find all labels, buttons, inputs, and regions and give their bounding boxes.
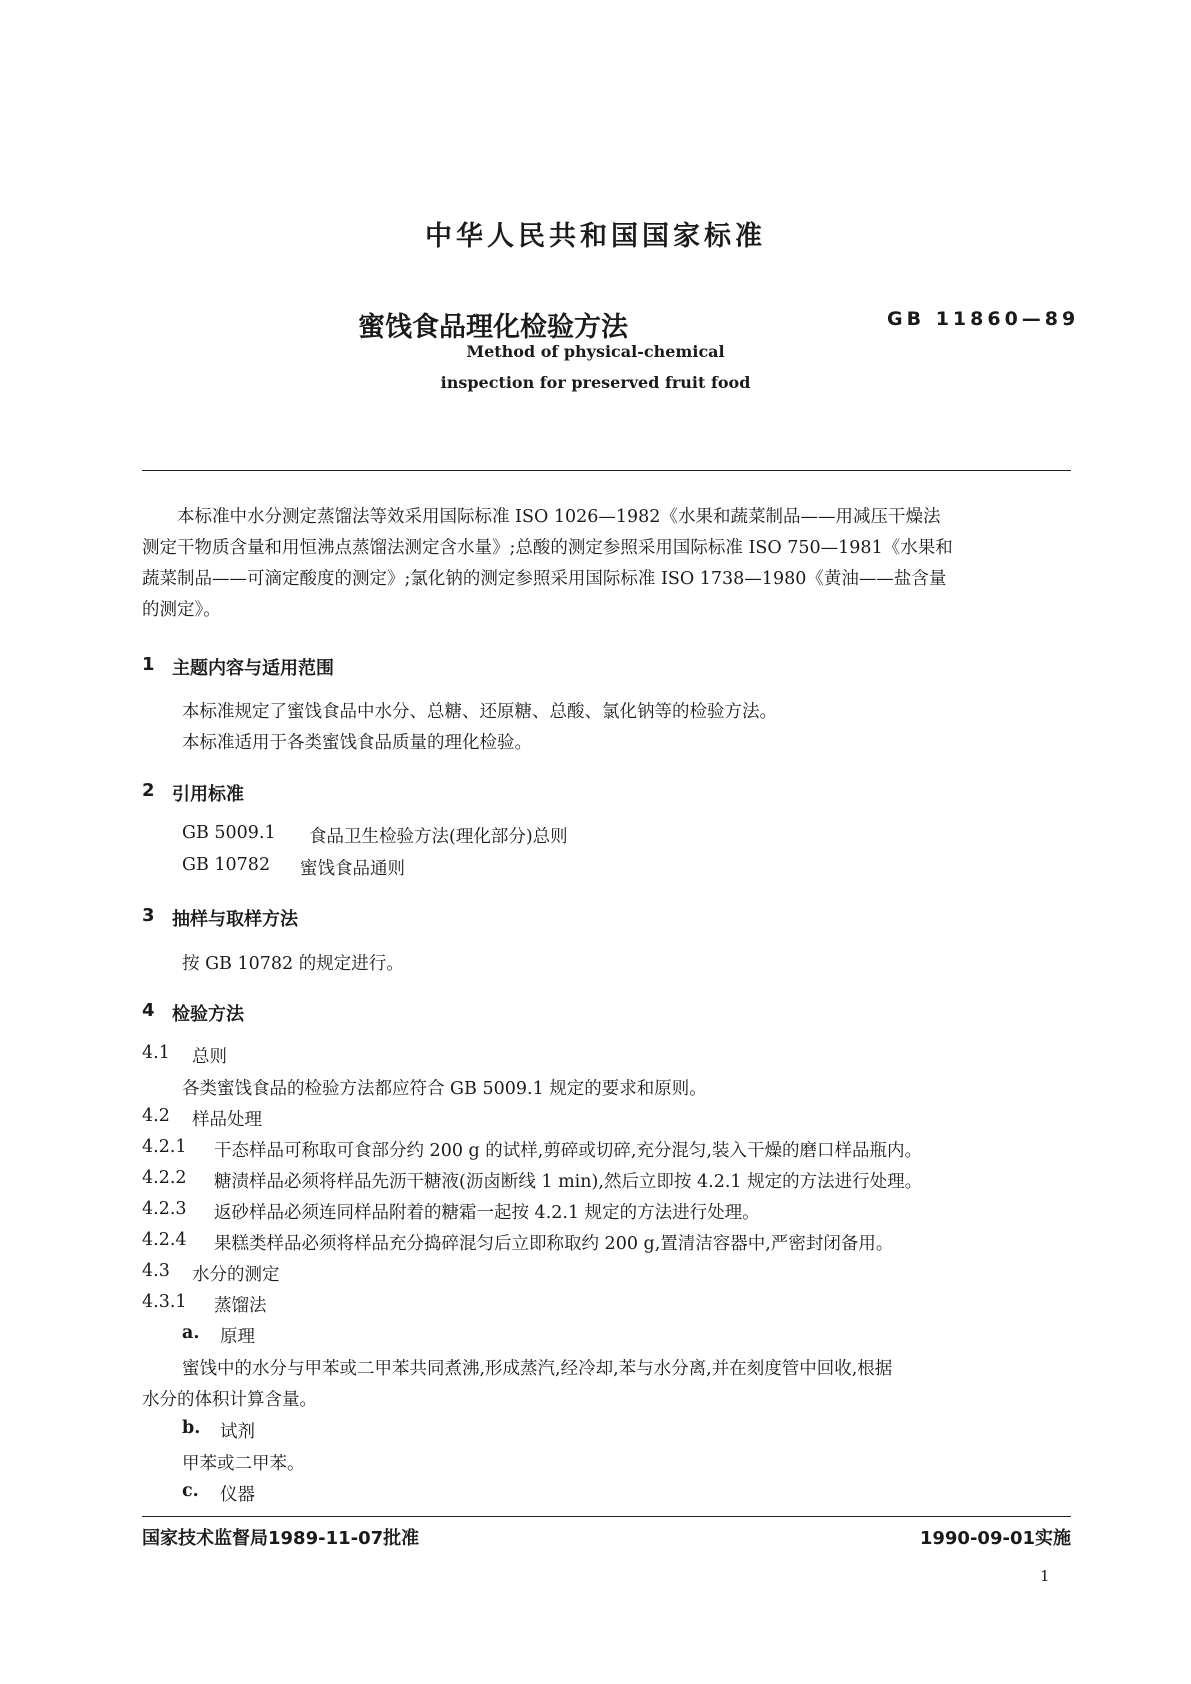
section-3-text: 按 GB 10782 的规定进行。 xyxy=(182,954,404,974)
intro-line-4: 的测定》。 xyxy=(142,600,221,620)
clause-4-2-4-text: 果糕类样品必须将样品充分捣碎混匀后立即称取约 200 g,置清洁容器中,严密封闭备用。 xyxy=(214,1234,894,1254)
section-4-title: 检验方法 xyxy=(172,1004,244,1025)
clause-4-1-text: 各类蜜饯食品的检验方法都应符合 GB 5009.1 规定的要求和原则。 xyxy=(182,1079,707,1099)
section-3-number: 3 xyxy=(142,905,155,926)
clause-4-2-2-text: 糖渍样品必须将样品先沥干糖液(沥卤断线 1 min),然后立即按 4.2.1 规定的方法进行处理。 xyxy=(214,1172,923,1192)
clause-4-3-title: 水分的测定 xyxy=(192,1265,280,1285)
item-a-label: a. xyxy=(182,1323,200,1343)
clause-4-3-1-title: 蒸馏法 xyxy=(214,1296,267,1316)
clause-4-2-title: 样品处理 xyxy=(192,1110,262,1130)
national-standard-heading: 中华人民共和国国家标准 xyxy=(425,221,766,252)
bottom-divider xyxy=(142,1516,1071,1517)
clause-4-2-1-number: 4.2.1 xyxy=(142,1137,187,1157)
clause-4-2-1-text: 干态样品可称取可食部分约 200 g 的试样,剪碎或切碎,充分混匀,装入干燥的磨口样品瓶内。 xyxy=(214,1141,922,1161)
clause-4-3-number: 4.3 xyxy=(142,1261,170,1281)
item-c-title: 仪器 xyxy=(220,1485,255,1505)
reference-1-code: GB 5009.1 xyxy=(182,823,276,843)
clause-4-1-title: 总则 xyxy=(192,1047,227,1067)
section-1-number: 1 xyxy=(142,654,155,675)
clause-4-2-2-number: 4.2.2 xyxy=(142,1168,187,1188)
item-c-label: c. xyxy=(182,1481,199,1501)
reference-2-name: 蜜饯食品通则 xyxy=(300,859,405,879)
english-title-line-1: Method of physical-chemical xyxy=(466,342,725,361)
standard-code: GB 11860—89 xyxy=(887,308,1080,330)
intro-line-2: 测定干物质含量和用恒沸点蒸馏法测定含水量》;总酸的测定参照采用国际标准 ISO 750—1981《水果和 xyxy=(142,538,953,558)
document-title: 蜜饯食品理化检验方法 xyxy=(358,312,628,343)
intro-line-1: 本标准中水分测定蒸馏法等效采用国际标准 ISO 1026—1982《水果和蔬菜制品——用减压干燥法 xyxy=(177,507,941,527)
principle-line-1: 蜜饯中的水分与甲苯或二甲苯共同煮沸,形成蒸汽,经冷却,苯与水分离,并在刻度管中回收,根据 xyxy=(182,1359,893,1379)
approval-statement: 国家技术监督局1989-11-07批准 xyxy=(142,1528,420,1549)
english-title-line-2: inspection for preserved fruit food xyxy=(440,373,751,392)
item-b-title: 试剂 xyxy=(220,1422,255,1442)
page-number: 1 xyxy=(1040,1567,1050,1585)
principle-line-2: 水分的体积计算含量。 xyxy=(142,1390,317,1410)
reference-1-name: 食品卫生检验方法(理化部分)总则 xyxy=(309,827,568,847)
reference-2-code: GB 10782 xyxy=(182,855,271,875)
section-2-title: 引用标准 xyxy=(172,784,244,805)
section-2-number: 2 xyxy=(142,780,155,801)
top-divider xyxy=(142,470,1071,471)
clause-4-2-3-number: 4.2.3 xyxy=(142,1199,187,1219)
item-a-title: 原理 xyxy=(220,1327,255,1347)
reagent-text: 甲苯或二甲苯。 xyxy=(182,1454,305,1474)
clause-4-2-number: 4.2 xyxy=(142,1106,170,1126)
clause-4-2-3-text: 返砂样品必须连同样品附着的糖霜一起按 4.2.1 规定的方法进行处理。 xyxy=(214,1203,760,1223)
clause-4-3-1-number: 4.3.1 xyxy=(142,1292,187,1312)
intro-line-3: 蔬菜制品——可滴定酸度的测定》;氯化钠的测定参照采用国际标准 ISO 1738—1980《黄油——盐含量 xyxy=(142,569,947,589)
section-1-title: 主题内容与适用范围 xyxy=(172,658,334,679)
principle-paragraph xyxy=(142,1354,1071,1416)
implementation-date: 1990-09-01实施 xyxy=(919,1528,1071,1549)
section-4-number: 4 xyxy=(142,1000,155,1021)
clause-4-1-number: 4.1 xyxy=(142,1043,170,1063)
intro-paragraph xyxy=(142,502,1071,626)
item-b-label: b. xyxy=(182,1418,201,1438)
section-3-title: 抽样与取样方法 xyxy=(172,909,298,930)
clause-4-2-4-number: 4.2.4 xyxy=(142,1230,187,1250)
section-1-line-2: 本标准适用于各类蜜饯食品质量的理化检验。 xyxy=(182,733,532,753)
section-1-line-1: 本标准规定了蜜饯食品中水分、总糖、还原糖、总酸、氯化钠等的检验方法。 xyxy=(182,702,777,722)
